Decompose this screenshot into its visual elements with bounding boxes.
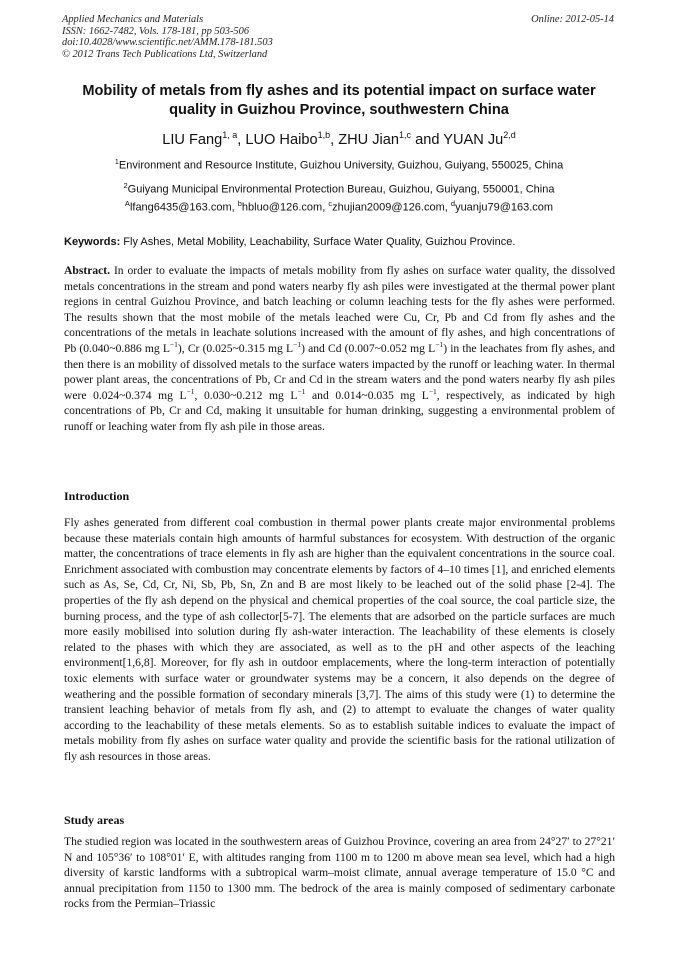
- author-sup: 1, a: [222, 130, 238, 140]
- author-name: ZHU Jian: [338, 131, 400, 148]
- email-link[interactable]: hbluo@126.com: [241, 201, 323, 214]
- affiliation-1: $^1$Environment and Resource Institute, Guizhou University, Guizhou, Guiyang, 550025, China: [114, 157, 564, 172]
- introduction-text: Fly ashes generated from different coal combustion in thermal power plants create major environmental problems because these materials contain high amounts of harmful substances for ecosystem. With destruction of the organic matter, the concentrations of trace elements in fly ash are higher than the equivalent concentrations in the source coal. Enrichment associated with combustion may concentrate elements by factors of 4–10 times [1], and enriched elements such as As, Se, Cd, Cr, Ni, Sb, Pb, Sn, Zn and B are most likely to be leached out of the solid phase [2-4]. The properties of the fly ash depend on the physical and chemical properties of the coal source, the coal particle size, the burning process, and the type of ash collector[5-7]. The elements that are adsorbed on the particle surfaces are much more easily mobilised into solution during fly ash-water interaction. The leachability of these elements is closely related to the phases with which they are associated, as well as to the pH and other aspects of the leaching environment[1,6,8]. Moreover, for fly ash in outdoor emplacements, where the long-term interaction of potentially toxic elements with surface water or groundwater systems may be a concern, it also depends on the degree of weathering and the possible formation of secondary minerals [3,7]. The aims of this study were (1) to determine the transient leaching behavior of metals from fly ash, and (2) to attempt to evaluate the changes of water quality according to the leachability of these metals elements. So as to establish suitable indices to evaluate the impact of metals mobility from fly ashes on surface water quality and provide the scientific basis for the rational utilization of fly ash resources in those areas.: [64, 516, 615, 763]
- author-sup: 1,b: [317, 130, 331, 140]
- email-link[interactable]: yuanju79@163.com: [455, 201, 554, 214]
- author-sup: 2,d: [503, 130, 516, 140]
- study-areas-text: The studied region was located in the southwestern areas of Guizhou Province, covering an area from 24°27′ to 27°21′ N and 105°36′ to 108°01′ E, with altitudes ranging from 1100 m to 1200 m above mean sea level, which had a high diversity of karstic landforms with a subtropical warm–moist climate, annual average temperature of 15.0 °C and annual precipitation from 1150 to 1300 mm. The bedrock of the area is mainly composed of sedimentary carbonate rocks from the Permian–Triassic: [64, 835, 615, 911]
- journal-name: Applied Mechanics and Materials: [62, 14, 204, 25]
- abstract-label: Abstract.: [64, 264, 111, 277]
- paper-title: Mobility of metals from fly ashes and its potential impact on surface water quality in Guizhou Province, southwestern China: [82, 83, 596, 118]
- introduction-heading: Introduction: [64, 489, 130, 503]
- email-link[interactable]: lfang6435@163.com: [129, 201, 232, 214]
- doi: doi:10.4028/www.scientific.net/AMM.178-181.503: [62, 37, 273, 49]
- abstract: Abstract. In order to evaluate the impacts of metals mobility from fly ashes on surface water quality, the dissolved metals concentrations in the stream and pond waters nearby fly ash piles were investigated at the thermal power plant regions in central Guizhou Province, and batch leaching or column leaching tests for the fly ashes were performed. The results shown that the most mobile of the metals leached were Cu, Cr, Pb and Cd from fly ashes and the concentrations of the metals in leachate solutions increased with the amount of fly ashes, and high concentrations of Pb (0.040~0.886 mg $L^{-1}$), Cr (0.025~0.315 mg $L^{-1}$) and Cd (0.007~0.052 mg $L^{-1}$) in the leachates from fly ashes, and then there is an mobility of dissolved metals to the surface waters impacted by the runoff or leaching water. In thermal power plant areas, the concentrations of Pb, Cr and Cd in the stream waters and the pond waters nearby fly ash piles were 0.024~0.374 mg $L^{-1}$, 0.030~0.212 mg $L^{-1}$ and 0.014~0.035 mg $L^{-1}$, respectively, as indicated by high concentrations of Pb, Cr and Cd, making it unsuitable for human drinking, suggesting a environmental problem of runoff or leaching water from fly ash pile in those areas.: [64, 264, 616, 433]
- author-name: LUO Haibo: [245, 131, 318, 148]
- keywords-label: Keywords:: [64, 236, 121, 248]
- author-name: YUAN Ju: [443, 131, 504, 148]
- keywords-text: Fly Ashes, Metal Mobility, Leachability, Surface Water Quality, Guizhou Province.: [120, 236, 516, 248]
- author-sup: 1,c: [399, 130, 412, 140]
- affiliation-2: $^2$Guiyang Municipal Environmental Protection Bureau, Guizhou, Guiyang, 550001, China: [123, 181, 555, 196]
- author-list: LIU Fang$^{1, a}$, LUO Haibo$^{1,b}$, ZHU Jian$^{1,c}$ and YUAN Ju$^{2,d}$: [162, 130, 516, 148]
- study-areas-heading: Study areas: [64, 813, 125, 827]
- issn: ISSN: 1662-7482, Vols. 178-181, pp 503-506: [62, 25, 250, 37]
- author-emails: $^A$lfang6435@163.com, $^b$hbluo@126.com, $^c$zhujian2009@126.com, $^d$yuanju79@163.com: [124, 199, 554, 214]
- author-name: LIU Fang: [162, 131, 223, 148]
- journal-header: [62, 14, 273, 60]
- keywords: [64, 236, 616, 248]
- online-date: Online: 2012-05-14: [531, 14, 614, 25]
- copyright: © 2012 Trans Tech Publications Ltd, Switzerland: [62, 48, 268, 60]
- email-link[interactable]: zhujian2009@126.com: [332, 201, 445, 214]
